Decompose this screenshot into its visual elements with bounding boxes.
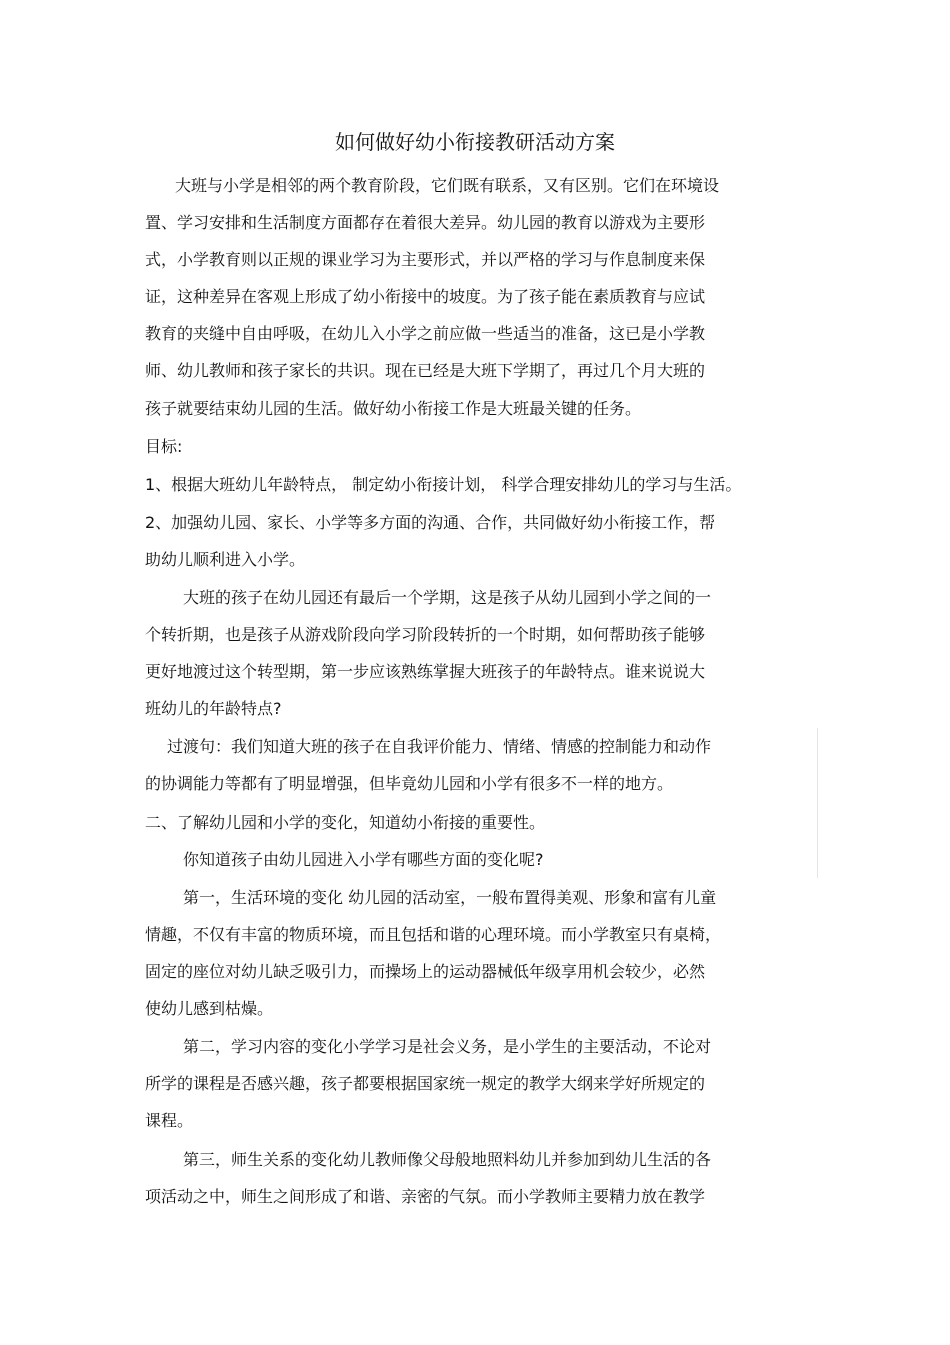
list-item: 2、加强幼儿园、家长、小学等多方面的沟通、合作，共同做好幼小衔接工作，帮 <box>145 513 716 532</box>
paragraph-line: 第二，学习内容的变化小学学习是社会义务，是小学生的主要活动，不论对 <box>183 1037 712 1056</box>
paragraph-line: 课程。 <box>145 1111 194 1130</box>
document-title: 如何做好幼小衔接教研活动方案 <box>335 130 615 154</box>
paragraph-line: 更好地渡过这个转型期，第一步应该熟练掌握大班孩子的年龄特点。谁来说说大 <box>145 662 706 681</box>
paragraph-line: 证，这种差异在客观上形成了幼小衔接中的坡度。为了孩子能在素质教育与应试 <box>145 287 706 306</box>
paragraph-line: 孩子就要结束幼儿园的生活。做好幼小衔接工作是大班最关键的任务。 <box>145 399 642 418</box>
paragraph-line: 大班与小学是相邻的两个教育阶段，它们既有联系，又有区别。它们在环境设 <box>175 176 720 195</box>
paragraph-line: 的协调能力等都有了明显增强，但毕竟幼儿园和小学有很多不一样的地方。 <box>145 774 674 793</box>
paragraph-line: 情趣，不仅有丰富的物质环境，而且包括和谐的心理环境。而小学教室只有桌椅， <box>145 925 722 944</box>
paragraph-line: 教育的夹缝中自由呼吸，在幼儿入小学之前应做一些适当的准备，这已是小学教 <box>145 324 706 343</box>
paragraph-line: 置、学习安排和生活制度方面都存在着很大差异。幼儿园的教育以游戏为主要形 <box>145 213 706 232</box>
paragraph-line: 过渡句：我们知道大班的孩子在自我评价能力、情绪、情感的控制能力和动作 <box>167 737 712 756</box>
paragraph-line: 所学的课程是否感兴趣，孩子都要根据国家统一规定的教学大纲来学好所规定的 <box>145 1074 706 1093</box>
paragraph-line: 第三，师生关系的变化幼儿教师像父母般地照料幼儿并参加到幼儿生活的各 <box>183 1150 712 1169</box>
margin-rule <box>817 728 818 878</box>
paragraph-line: 固定的座位对幼儿缺乏吸引力，而操场上的运动器械低年级享用机会较少，必然 <box>145 962 706 981</box>
paragraph-line: 师、幼儿教师和孩子家长的共识。现在已经是大班下学期了，再过几个月大班的 <box>145 361 706 380</box>
list-item: 1、根据大班幼儿年龄特点， 制定幼小衔接计划， 科学合理安排幼儿的学习与生活。 <box>145 475 742 494</box>
paragraph-line: 使幼儿感到枯燥。 <box>145 999 274 1018</box>
paragraph-line: 项活动之中，师生之间形成了和谐、亲密的气氛。而小学教师主要精力放在教学 <box>145 1187 706 1206</box>
paragraph-line: 式，小学教育则以正规的课业学习为主要形式，并以严格的学习与作息制度来保 <box>145 250 706 269</box>
section-heading: 二、了解幼儿园和小学的变化，知道幼小衔接的重要性。 <box>145 813 546 832</box>
paragraph-line: 第一，生活环境的变化 幼儿园的活动室，一般布置得美观、形象和富有儿童 <box>183 888 717 907</box>
paragraph-line: 个转折期，也是孩子从游戏阶段向学习阶段转折的一个时期，如何帮助孩子能够 <box>145 625 706 644</box>
section-heading: 目标: <box>145 437 183 456</box>
list-item-continuation: 助幼儿顺利进入小学。 <box>145 550 306 569</box>
paragraph-line: 班幼儿的年龄特点? <box>145 699 282 718</box>
paragraph-line: 你知道孩子由幼儿园进入小学有哪些方面的变化呢? <box>183 850 544 869</box>
paragraph-line: 大班的孩子在幼儿园还有最后一个学期，这是孩子从幼儿园到小学之间的一 <box>183 588 712 607</box>
